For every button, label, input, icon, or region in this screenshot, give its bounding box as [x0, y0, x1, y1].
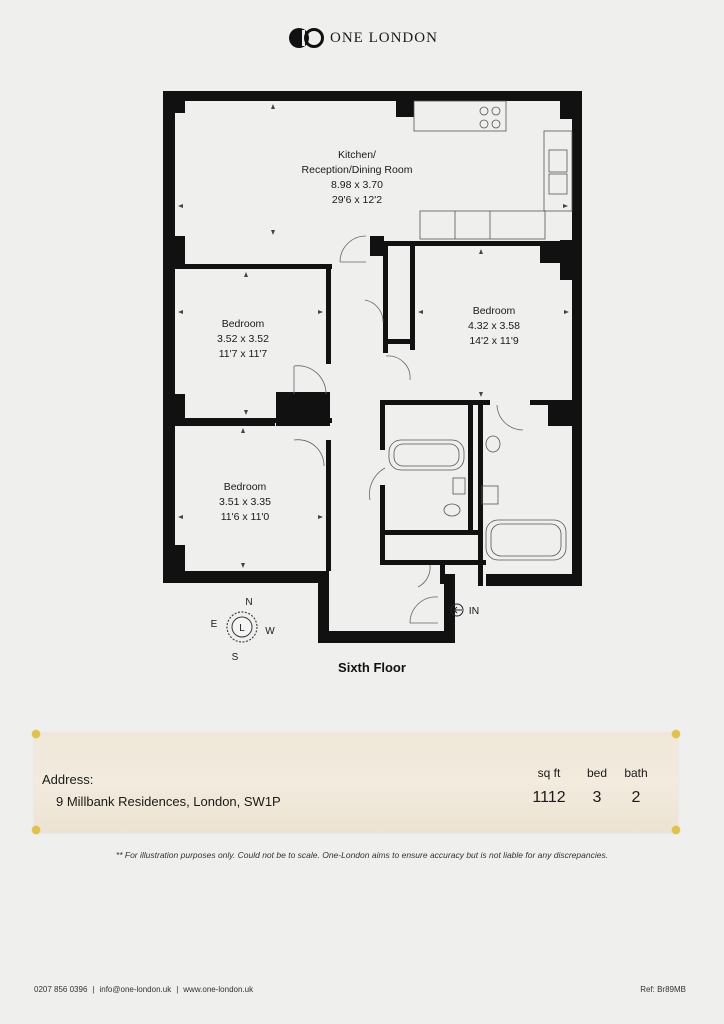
room-bedroom-2-metric: 4.32 x 3.58 [468, 320, 520, 332]
disclaimer: ** For illustration purposes only. Could not be to scale. One-London aims to ensure accuracy but is not liable for any discrepancies. [115, 850, 609, 860]
footer-separator: | [92, 985, 95, 994]
footer-separator: | [176, 985, 179, 994]
footer-contact [34, 985, 253, 994]
entrance-marker [451, 604, 479, 617]
room-kitchen-label [302, 149, 413, 206]
sqft-stat [526, 766, 572, 807]
compass-east-label: E [210, 619, 218, 630]
compass [211, 597, 276, 660]
bed-label: bed [586, 766, 608, 780]
room-kitchen-name: Kitchen/ [338, 149, 376, 161]
room-kitchen-name2: Reception/Dining Room [301, 164, 413, 176]
bath-label: bath [624, 766, 648, 780]
bath-stat [618, 766, 654, 807]
bathroom-fixtures [389, 436, 566, 560]
footer-email-link[interactable]: info@one-london.uk [99, 985, 172, 994]
property-details-card [34, 732, 678, 832]
address-label: Address: [42, 772, 94, 787]
bath-value: 2 [631, 789, 641, 806]
sqft-value: 1112 [532, 789, 566, 806]
room-bedroom-3-label [219, 481, 271, 523]
pin-icon [32, 730, 40, 738]
compass-south-label: S [231, 652, 239, 660]
pin-icon [672, 730, 680, 738]
entrance-label: IN [468, 605, 480, 617]
pin-icon [672, 826, 680, 834]
compass-center-label: L [239, 623, 245, 634]
room-bedroom-3-metric: 3.51 x 3.35 [219, 496, 271, 508]
room-bedroom-3-imperial: 11'6 x 11'0 [220, 511, 270, 523]
footer-phone: 0207 856 0396 [34, 985, 88, 994]
bed-value: 3 [592, 789, 602, 806]
room-kitchen-metric: 8.98 x 3.70 [331, 179, 383, 191]
room-bedroom-2-label [468, 305, 520, 347]
compass-north-label: N [245, 597, 253, 608]
footer-website-link[interactable]: www.one-london.uk [183, 985, 254, 994]
pin-icon [32, 826, 40, 834]
room-bedroom-1-label [217, 318, 269, 360]
brand-name: ONE LONDON [330, 29, 438, 46]
room-bedroom-2-imperial: 14'2 x 11'9 [469, 335, 519, 347]
floor-label: Sixth Floor [338, 660, 406, 675]
bed-stat [579, 766, 615, 807]
footer-reference: Ref: Br89MB [640, 985, 686, 994]
sqft-label: sq ft [537, 766, 561, 780]
room-kitchen-imperial: 29'6 x 12'2 [331, 194, 383, 206]
kitchen-fixtures [414, 101, 572, 239]
room-bedroom-3-name: Bedroom [223, 481, 267, 493]
room-bedroom-2-name: Bedroom [472, 305, 516, 317]
room-bedroom-1-metric: 3.52 x 3.52 [217, 333, 269, 345]
room-bedroom-1-imperial: 11'7 x 11'7 [218, 348, 268, 360]
address-value: 9 Millbank Residences, London, SW1P [56, 794, 281, 809]
room-bedroom-1-name: Bedroom [221, 318, 265, 330]
compass-west-label: W [265, 626, 275, 637]
